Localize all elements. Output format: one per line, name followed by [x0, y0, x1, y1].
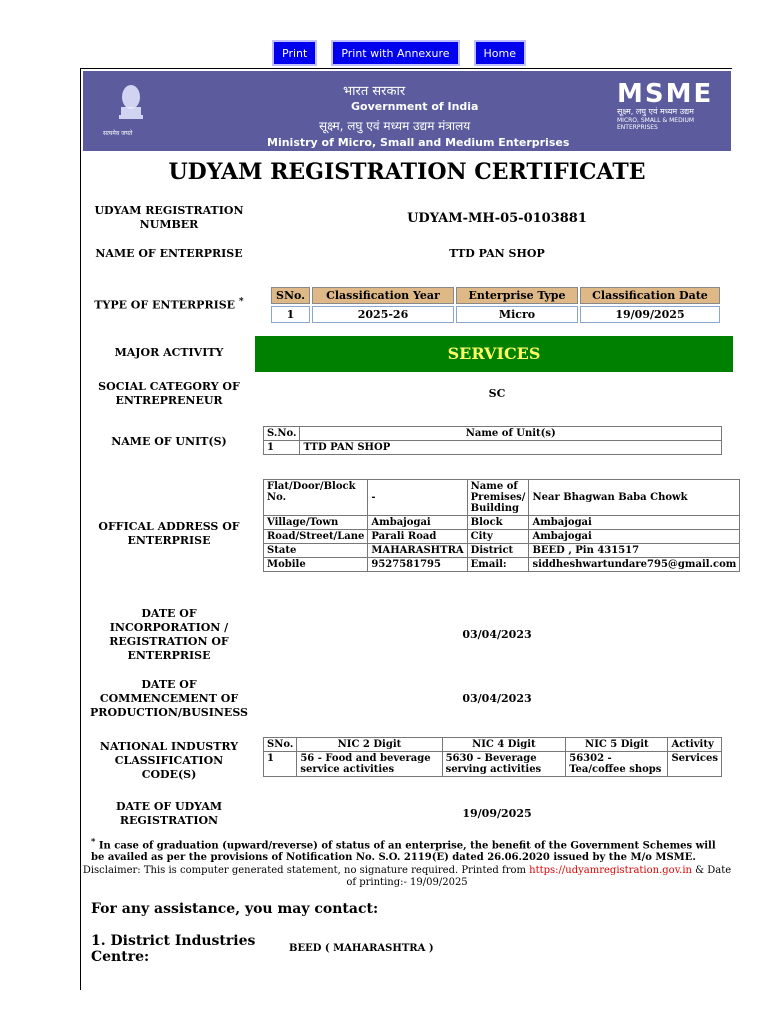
city-value: Ambajogai: [529, 530, 740, 544]
block-value: Ambajogai: [529, 516, 740, 530]
msme-logo-subtitle: MICRO, SMALL & MEDIUM ENTERPRISES: [617, 117, 695, 131]
major-activity-value: SERVICES: [255, 336, 733, 372]
incorporation-date-value: 03/04/2023: [462, 628, 532, 641]
cls-header-sno: SNo.: [271, 287, 310, 304]
certificate: [80, 68, 737, 990]
cls-header-year: Classification Year: [312, 287, 454, 304]
units-name: TTD PAN SHOP: [300, 441, 722, 455]
nic-header-2digit: NIC 2 Digit: [297, 738, 442, 752]
road-label: Road/Street/Lane: [264, 530, 368, 544]
block-label: Block: [467, 516, 529, 530]
udyam-date-label: DATE OF UDYAM REGISTRATION: [115, 800, 223, 827]
enterprise-type-label: TYPE OF ENTERPRISE *: [94, 296, 244, 312]
district-label: District: [467, 544, 529, 558]
cls-header-type: Enterprise Type: [456, 287, 578, 304]
road-value: Parali Road: [368, 530, 467, 544]
email-label: Email:: [467, 558, 529, 572]
nic-code-label: NATIONAL INDUSTRY CLASSIFICATION CODE(S): [99, 740, 239, 781]
government-of-india-text: Government of India: [351, 100, 479, 113]
city-label: City: [467, 530, 529, 544]
major-activity-label: MAJOR ACTIVITY: [114, 346, 224, 359]
nic-5digit: 56302 - Tea/coffee shops: [566, 752, 668, 777]
nic-header-5digit: NIC 5 Digit: [566, 738, 668, 752]
classification-table: [269, 285, 722, 325]
mobile-label: Mobile: [264, 558, 368, 572]
state-value: MAHARASHTRA: [368, 544, 467, 558]
village-value: Ambajogai: [368, 516, 467, 530]
social-category-value: SC: [488, 387, 506, 400]
type-asterisk: *: [238, 296, 244, 307]
top-button-bar: [272, 40, 540, 66]
disclaimer: Disclaimer: This is computer generated statement, no signature required. Printed from https://udyamregistration.gov.in & Date of printing:- 19/09/2025: [82, 865, 732, 888]
district-value: BEED , Pin 431517: [529, 544, 740, 558]
email-value: siddheshwartundare795@gmail.com: [529, 558, 740, 572]
nic-2digit: 56 - Food and beverage service activities: [297, 752, 442, 777]
graduation-note: * In case of graduation (upward/reverse) of status of an enterprise, the benefit of the Government Schemes will be availed as per the provisions of Notification No. S.O. 2119(E) dated 26.06.2020 issued by the M/o MSME.: [91, 836, 716, 864]
units-sno: 1: [264, 441, 300, 455]
social-category-label: SOCIAL CATEGORY OF ENTREPRENEUR: [98, 380, 240, 407]
cls-sno: 1: [271, 306, 310, 323]
state-label: State: [264, 544, 368, 558]
note-asterisk: *: [91, 836, 96, 846]
cls-type: Micro: [456, 306, 578, 323]
cls-header-date: Classification Date: [580, 287, 720, 304]
msme-logo-hindi: सूक्ष्म, लघु एवं मध्यम उद्यम: [617, 107, 694, 116]
units-header-sno: S.No.: [264, 427, 300, 441]
flat-value: -: [368, 480, 467, 516]
nic-header-sno: SNo.: [264, 738, 297, 752]
units-header-name: Name of Unit(s): [300, 427, 722, 441]
assistance-heading: For any assistance, you may contact:: [91, 901, 379, 917]
enterprise-name-value: TTD PAN SHOP: [449, 247, 545, 260]
nic-activity: Services: [668, 752, 722, 777]
certificate-title: UDYAM REGISTRATION CERTIFICATE: [168, 159, 646, 185]
print-with-annexure-button[interactable]: Print with Annexure: [331, 40, 459, 66]
msme-logo: MSME: [617, 79, 714, 109]
commencement-date-value: 03/04/2023: [462, 692, 532, 705]
flat-label: Flat/Door/Block No.: [264, 480, 368, 516]
reg-number-label: UDYAM REGISTRATION NUMBER: [94, 204, 244, 231]
emblem-caption: सत्यमेव जयते: [103, 130, 133, 137]
cls-date: 19/09/2025: [580, 306, 720, 323]
hindi-ministry-text: सूक्ष्म, लघु एवं मध्यम उद्यम मंत्रालय: [319, 119, 471, 133]
udyam-portal-link[interactable]: https://udyamregistration.gov.in: [529, 865, 692, 876]
ministry-text: Ministry of Micro, Small and Medium Enterprises: [267, 136, 570, 149]
nic-header-4digit: NIC 4 Digit: [442, 738, 566, 752]
nic-4digit: 5630 - Beverage serving activities: [442, 752, 566, 777]
nic-sno: 1: [264, 752, 297, 777]
premises-label: Name of Premises/ Building: [467, 480, 529, 516]
village-label: Village/Town: [264, 516, 368, 530]
print-button[interactable]: Print: [272, 40, 317, 66]
nic-header-activity: Activity: [668, 738, 722, 752]
commencement-date-label: DATE OF COMMENCEMENT OF PRODUCTION/BUSINESS: [90, 678, 248, 719]
units-table: [263, 426, 722, 455]
dic-label: 1. District Industries Centre:: [91, 933, 256, 965]
reg-number-value: UDYAM-MH-05-0103881: [407, 211, 587, 226]
ministry-banner: [83, 71, 731, 151]
nic-table: [263, 737, 722, 777]
dic-value: BEED ( MAHARASHTRA ): [289, 943, 434, 954]
enterprise-name-label: NAME OF ENTERPRISE: [95, 247, 243, 260]
premises-value: Near Bhagwan Baba Chowk: [529, 480, 740, 516]
address-table: [263, 479, 740, 572]
udyam-date-value: 19/09/2025: [462, 807, 532, 820]
mobile-value: 9527581795: [368, 558, 467, 572]
unit-name-label: NAME OF UNIT(S): [111, 435, 227, 448]
address-label: OFFICAL ADDRESS OF ENTERPRISE: [98, 520, 240, 547]
hindi-govt-text: भारत सरकार: [343, 84, 406, 99]
home-button[interactable]: Home: [474, 40, 526, 66]
incorporation-date-label: DATE OF INCORPORATION / REGISTRATION OF ENTERPRISE: [109, 607, 229, 662]
cls-year: 2025-26: [312, 306, 454, 323]
